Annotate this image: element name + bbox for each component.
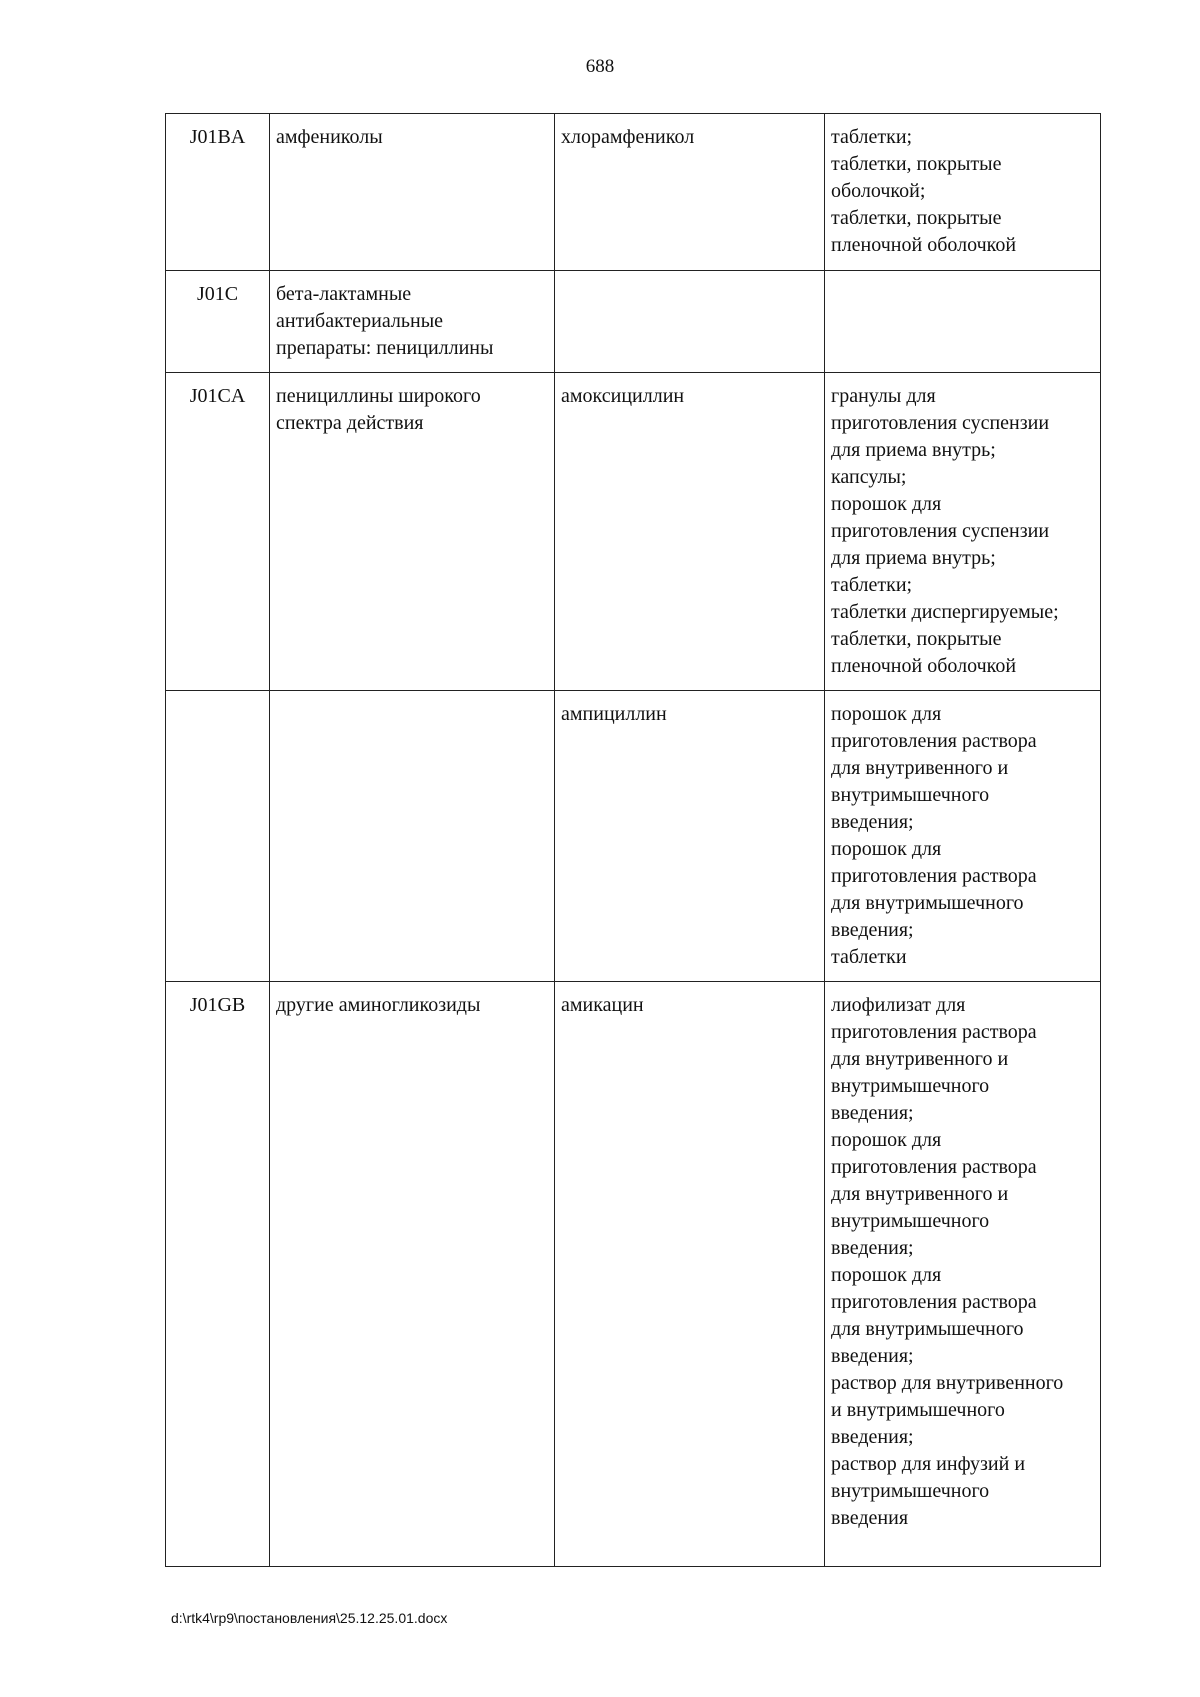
table-row — [166, 271, 1101, 373]
group-line: антибактериальные — [276, 310, 444, 332]
dosage-form-line: таблетки диспергируемые; — [831, 601, 1059, 623]
dosage-form-line: приготовления раствора — [831, 730, 1037, 752]
group-line: бета-лактамные — [276, 283, 412, 305]
dosage-form-line: порошок для — [831, 493, 942, 515]
dosage-form-line: порошок для — [831, 1264, 942, 1286]
dosage-form-line: и внутримышечного — [831, 1399, 1005, 1421]
dosage-form-line: для внутримышечного — [831, 1318, 1024, 1340]
group-line: другие аминогликозиды — [276, 994, 481, 1016]
dosage-form-line: введения; — [831, 919, 914, 941]
dosage-form-line: внутримышечного — [831, 784, 990, 806]
group-line: спектра действия — [276, 412, 424, 434]
dosage-form-line: таблетки; — [831, 574, 913, 596]
dosage-form-line: приготовления суспензии — [831, 520, 1050, 542]
dosage-forms-cell — [825, 373, 1101, 691]
dosage-form-line: раствор для инфузий и — [831, 1453, 1026, 1475]
dosage-forms-cell — [825, 691, 1101, 982]
dosage-form-line: для приема внутрь; — [831, 439, 996, 461]
dosage-form-line: внутримышечного — [831, 1075, 990, 1097]
drug-name-cell: хлорамфеникол — [555, 114, 825, 271]
group-line: пенициллины широкого — [276, 385, 481, 407]
dosage-form-line: для внутримышечного — [831, 892, 1024, 914]
dosage-form-line: введения; — [831, 1345, 914, 1367]
dosage-form-line: порошок для — [831, 1129, 942, 1151]
dosage-form-line: лиофилизат для — [831, 994, 966, 1016]
dosage-forms-cell — [825, 982, 1101, 1567]
dosage-form-line: введения; — [831, 1237, 914, 1259]
dosage-form-line: введения — [831, 1507, 909, 1529]
table-row — [166, 114, 1101, 271]
group-cell — [270, 271, 555, 373]
dosage-form-line: таблетки — [831, 946, 907, 968]
dosage-form-line: порошок для — [831, 703, 942, 725]
dosage-form-line: раствор для внутривенного — [831, 1372, 1064, 1394]
dosage-form-line: таблетки, покрытые — [831, 153, 1002, 175]
atc-code-cell: J01CA — [166, 373, 270, 691]
drug-name-cell — [555, 271, 825, 373]
drug-name-cell: амикацин — [555, 982, 825, 1567]
dosage-form-line: приготовления раствора — [831, 1156, 1037, 1178]
drug-table — [165, 113, 1101, 1567]
dosage-form-line: капсулы; — [831, 466, 907, 488]
dosage-form-line: введения; — [831, 1426, 914, 1448]
dosage-form-line: приготовления раствора — [831, 865, 1037, 887]
group-line: препараты: пенициллины — [276, 337, 494, 359]
footer-file-path: d:\rtk4\rp9\постановления\25.12.25.01.docx — [171, 1610, 448, 1626]
atc-code-cell: J01GB — [166, 982, 270, 1567]
dosage-form-line: таблетки, покрытые — [831, 628, 1002, 650]
dosage-form-line: приготовления суспензии — [831, 412, 1050, 434]
group-cell — [270, 114, 555, 271]
drug-name-cell: ампициллин — [555, 691, 825, 982]
drug-name-cell: амоксициллин — [555, 373, 825, 691]
dosage-form-line: введения; — [831, 1102, 914, 1124]
group-cell — [270, 373, 555, 691]
dosage-form-line: оболочкой; — [831, 180, 926, 202]
group-line: амфениколы — [276, 126, 383, 148]
group-cell — [270, 982, 555, 1567]
dosage-form-line: внутримышечного — [831, 1210, 990, 1232]
dosage-form-line: для внутривенного и — [831, 1183, 1009, 1205]
dosage-form-line: для внутривенного и — [831, 757, 1009, 779]
dosage-form-line: таблетки; — [831, 126, 913, 148]
dosage-form-line: введения; — [831, 811, 914, 833]
dosage-form-line: пленочной оболочкой — [831, 234, 1017, 256]
table-row — [166, 373, 1101, 691]
page-number: 688 — [585, 56, 615, 77]
drug-table-body — [166, 114, 1101, 1567]
dosage-form-line: порошок для — [831, 838, 942, 860]
dosage-form-line: гранулы для — [831, 385, 936, 407]
atc-code-cell: J01BA — [166, 114, 270, 271]
dosage-form-line: приготовления раствора — [831, 1291, 1037, 1313]
atc-code-cell — [166, 691, 270, 982]
dosage-forms-cell — [825, 114, 1101, 271]
dosage-form-line: приготовления раствора — [831, 1021, 1037, 1043]
group-cell — [270, 691, 555, 982]
atc-code-cell: J01C — [166, 271, 270, 373]
dosage-forms-cell — [825, 271, 1101, 373]
dosage-form-line: для внутривенного и — [831, 1048, 1009, 1070]
dosage-form-line: внутримышечного — [831, 1480, 990, 1502]
table-row — [166, 982, 1101, 1567]
dosage-form-line: для приема внутрь; — [831, 547, 996, 569]
dosage-form-line: таблетки, покрытые — [831, 207, 1002, 229]
dosage-form-line: пленочной оболочкой — [831, 655, 1017, 677]
table-row — [166, 691, 1101, 982]
